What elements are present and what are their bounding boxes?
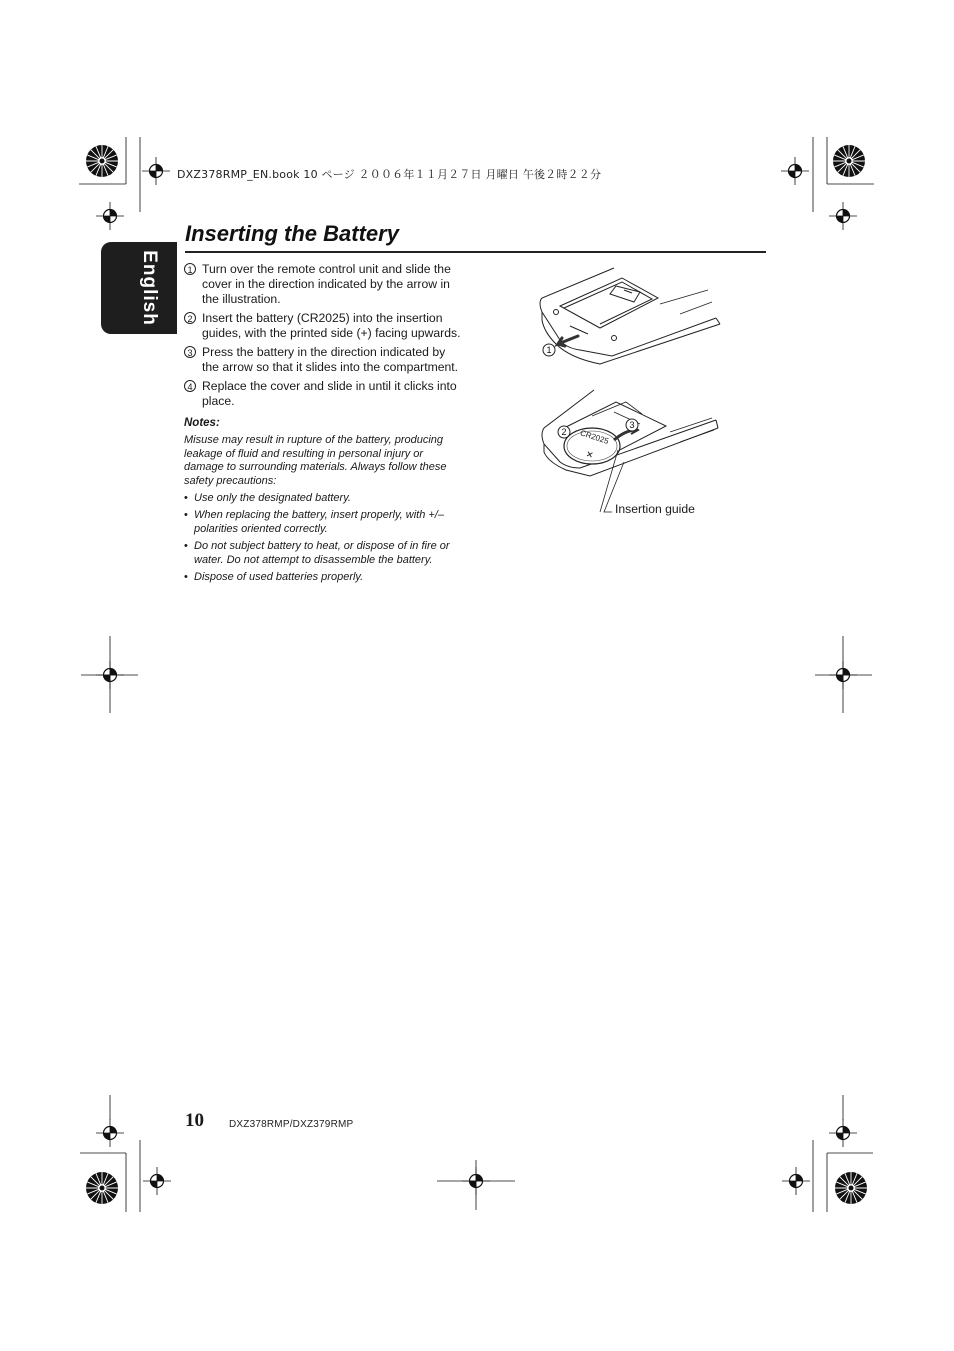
note-item: • Do not subject battery to heat, or dispose of in fire or water. Do not attempt to disassemble the battery. [184, 540, 450, 566]
callout-1-label: 1 [546, 345, 552, 355]
language-tab [101, 242, 177, 334]
battery-illustration [530, 262, 730, 522]
step-item [184, 345, 462, 375]
registration-cross-icon [829, 1119, 857, 1147]
registration-cross-icon [143, 1167, 171, 1195]
registration-star-icon [833, 145, 865, 177]
language-tab-label: English [139, 250, 160, 326]
step-text: Press the battery in the direction indicated by the arrow so that it slides into the compartment. [202, 345, 459, 374]
notes-title: Notes: [184, 417, 220, 429]
registration-star-icon [86, 1172, 118, 1204]
step-text: Replace the cover and slide in until it clicks into place. [202, 379, 457, 408]
insertion-guide-caption: Insertion guide [615, 502, 695, 516]
title-rule [185, 251, 766, 253]
remote-cover-illustration [540, 268, 720, 364]
note-item: • Use only the designated battery. [184, 492, 351, 505]
step-number: 2 [184, 312, 196, 324]
step-number: 4 [184, 380, 196, 392]
section-title: Inserting the Battery [185, 221, 399, 246]
instructions [184, 262, 462, 588]
note-item: • When replacing the battery, insert properly, with +/– polarities oriented correctly. [184, 509, 444, 536]
step-item [184, 311, 462, 341]
registration-cross-icon [829, 202, 857, 230]
step-text: Turn over the remote control unit and slide the cover in the direction indicated by the arrow in the illustration. [202, 262, 451, 306]
note-text: Use only the designated battery. [194, 492, 351, 505]
registration-cross-icon [96, 202, 124, 230]
step-text: Insert the battery (CR2025) into the insertion guides, with the printed side (+) facing upwards. [202, 311, 461, 340]
step-number: 1 [184, 263, 196, 275]
page-number: 10 [185, 1110, 204, 1131]
callout-3-label: 3 [629, 420, 635, 430]
registration-cross-icon [782, 1167, 810, 1195]
registration-cross-icon [142, 157, 170, 185]
note-text: When replacing the battery, insert properly, with +/– polarities oriented correctly. [194, 509, 444, 536]
note-text: Dispose of used batteries properly. [194, 570, 364, 583]
battery-model-label: CR2025 [579, 428, 610, 446]
callout-2-label: 2 [561, 427, 567, 437]
note-text: Do not subject battery to heat, or dispose of in fire or water. Do not attempt to disassemble the battery. [194, 540, 450, 566]
step-item [184, 379, 462, 409]
note-item: • Dispose of used batteries properly. [184, 570, 364, 583]
registration-star-icon [835, 1172, 867, 1204]
registration-cross-icon [96, 1119, 124, 1147]
notes-intro: Misuse may result in rupture of the battery, producing leakage of fluid and resulting in personal injury or damage to surrounding materials. Always follow these safety precautions: [184, 434, 447, 487]
model-number: DXZ378RMP/DXZ379RMP [229, 1119, 354, 1130]
book-info-line: DXZ378RMP_EN.book 10 ページ ２００６年１１月２７日 月曜日 午後２時２２分 [177, 168, 602, 181]
registration-cross-icon [781, 157, 809, 185]
step-number: 3 [184, 346, 196, 358]
step-item [184, 262, 462, 307]
registration-star-icon [86, 145, 118, 177]
battery-plus-sign: + [582, 445, 597, 463]
press-arrow-icon [614, 430, 636, 440]
slide-arrow-icon [558, 336, 578, 346]
